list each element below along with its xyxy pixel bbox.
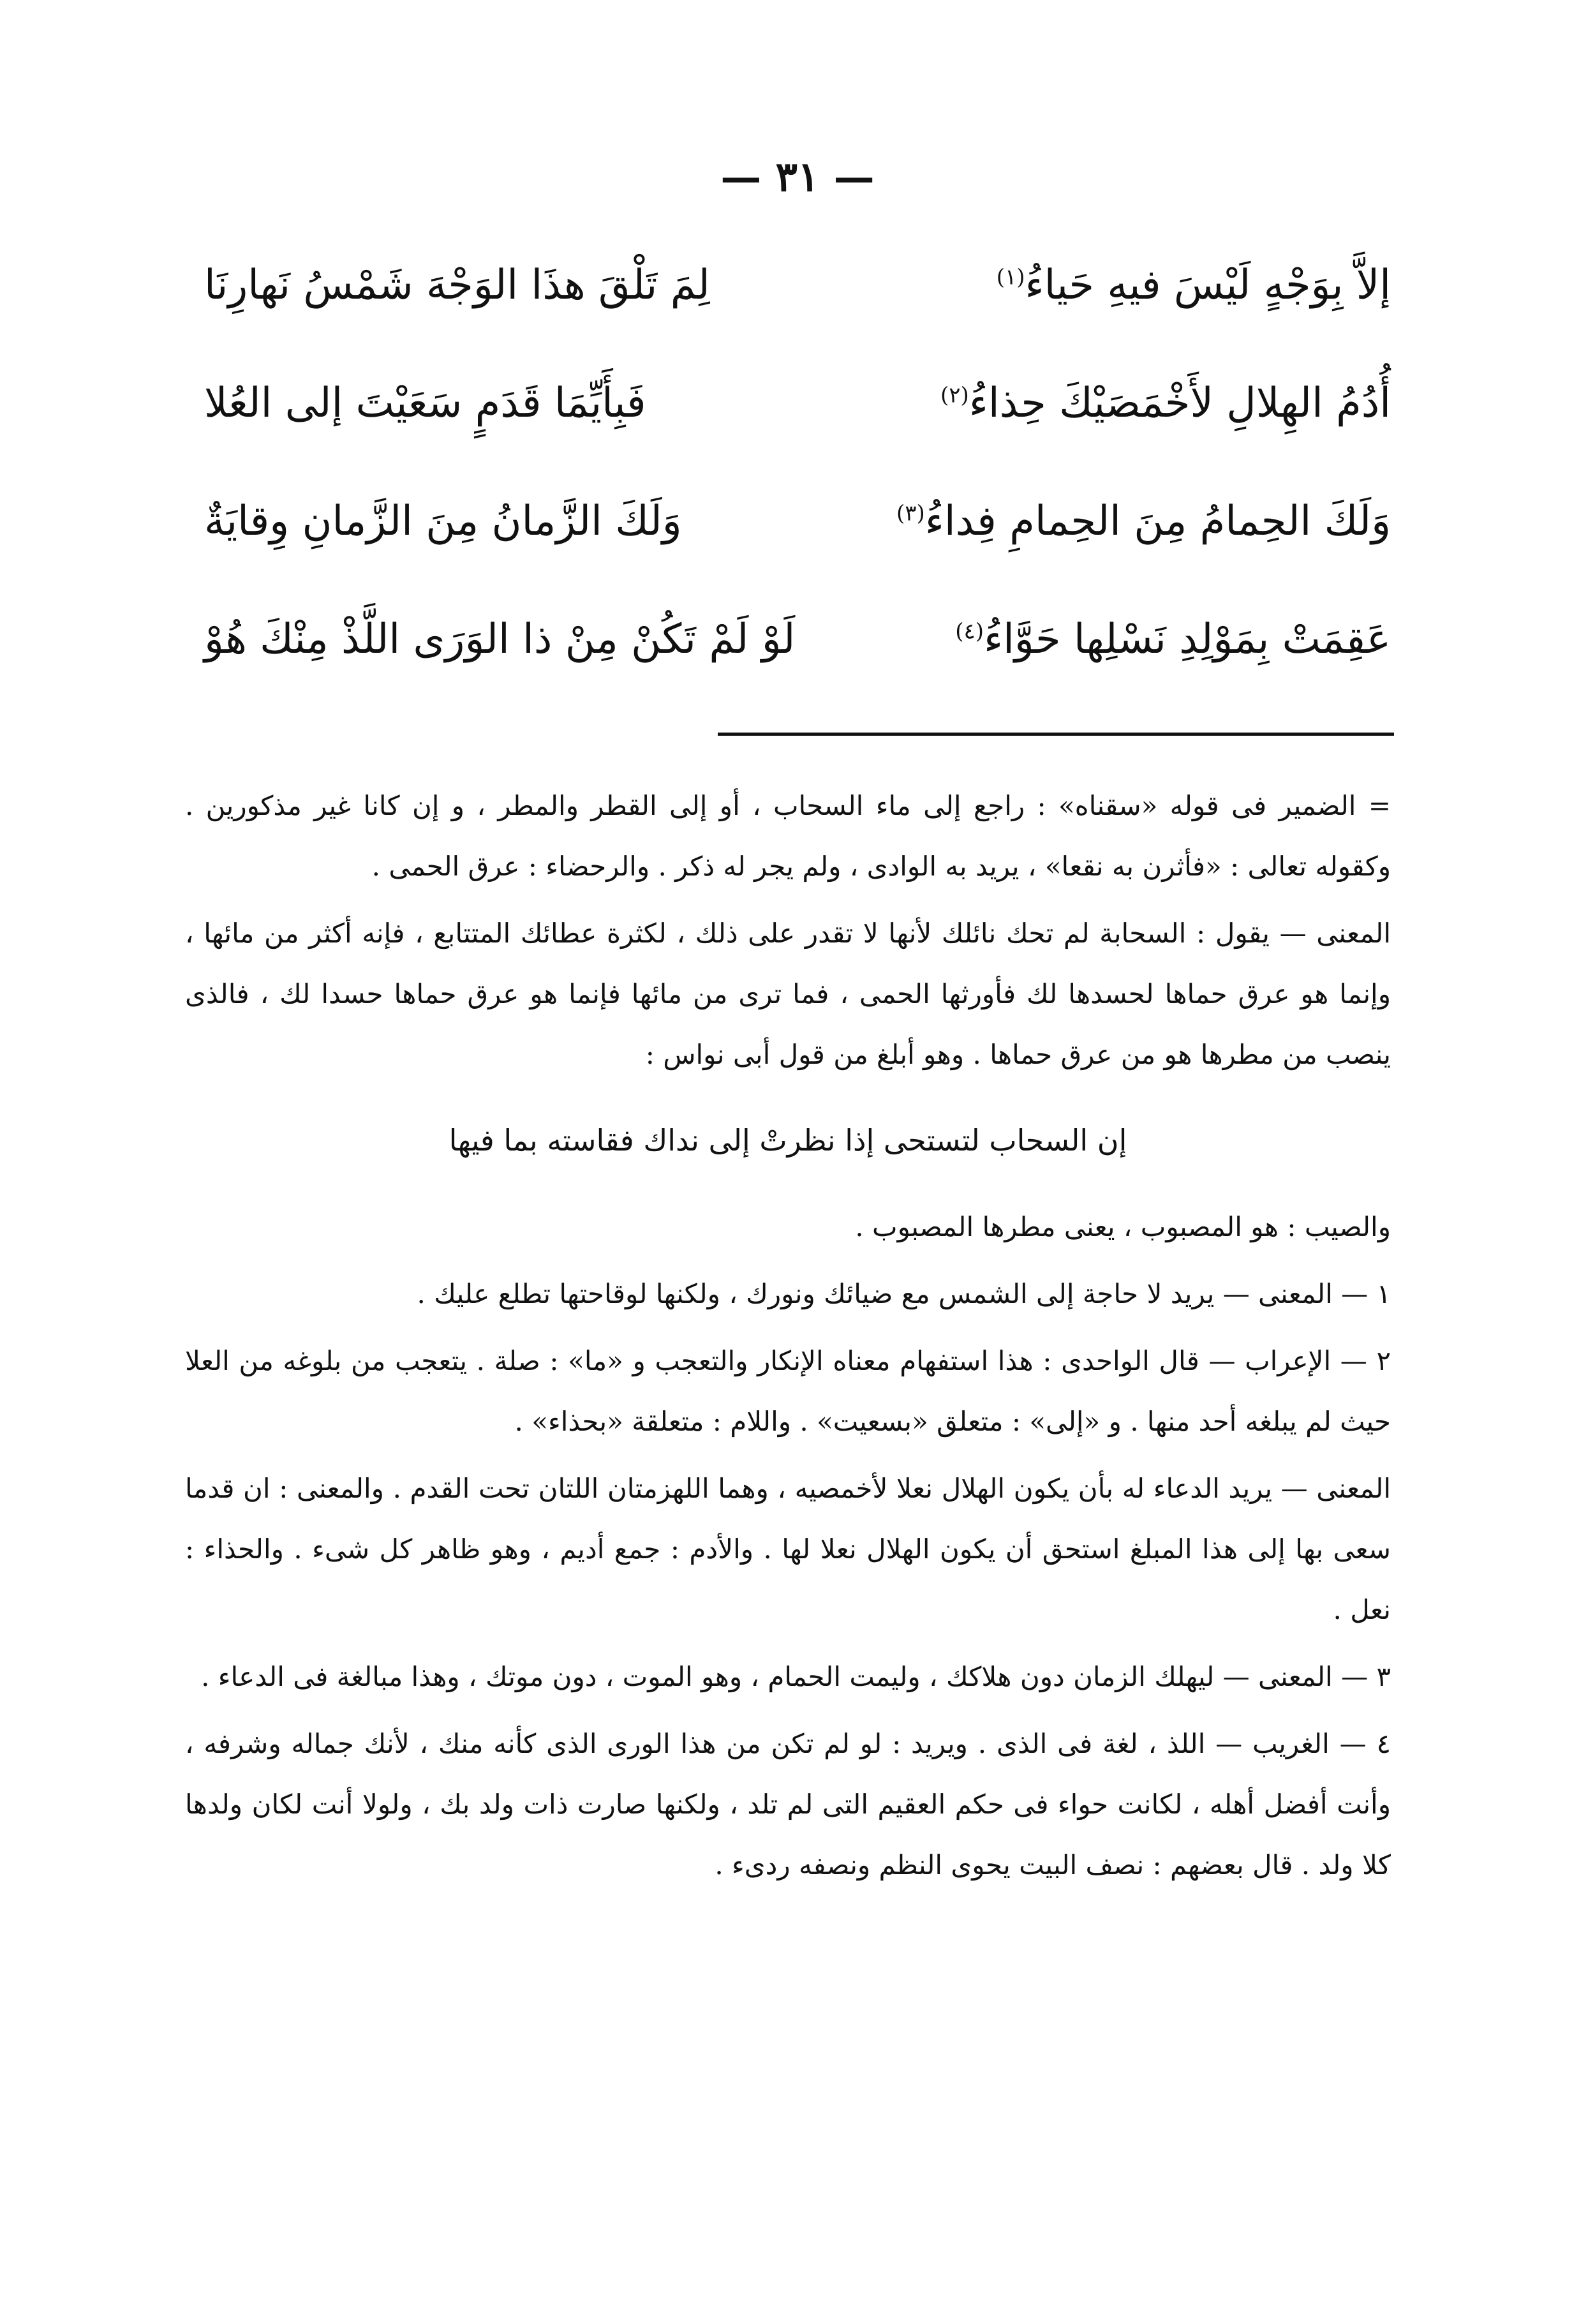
verse-first-hemistich: وَلَكَ الحِمامُ مِنَ الحِمامِ فِداءُ$^{(٣)}$ xyxy=(896,498,1391,546)
verse-line xyxy=(204,463,1391,581)
commentary-paragraph: المعنى — يريد الدعاء له بأن يكون الهلال نعلا لأخمصيه ، وهما اللهزمتان اللتان تحت القدم . والمعنى : ان قدما سعى بها إلى هذا المبلغ استحق أن يكون الهلال نعلا لها . والأدم : جمع أديم ، وهو ظاهر كل شىء . والحذاء : نعل . xyxy=(185,1473,1391,1625)
note-2: ٢ — الإعراب — قال الواحدى : هذا استفهام معناه الإنكار والتعجب و «ما» : صلة . يتعجب من بلوغه من العلا حيث لم يبلغه أحد منها . و «إلى» : متعلق «بسعيت» . واللام : متعلقة «بحذاء» . xyxy=(185,1345,1391,1437)
footnote-marker: (٤) xyxy=(955,618,984,644)
separator-rule xyxy=(718,733,1394,736)
footnote-marker: (١) xyxy=(996,264,1025,290)
quoted-verse: إن السحاب لتستحى إذا نظرتْ إلى نداك فقاسته بما فيها xyxy=(449,1123,1127,1158)
note-3: ٣ — المعنى — ليهلك الزمان دون هلاكك ، وليمت الحمام ، وهو الموت ، دون موتك ، وهذا مبالغة فى الدعاء . xyxy=(201,1661,1391,1692)
footnote-marker: (٢) xyxy=(940,382,969,408)
verse-first-hemistich: أُدُمُ الهِلالِ لأَخْمَصَيْكَ حِذاءُ$^{(٢)}$ xyxy=(940,380,1391,428)
commentary-paragraph: = الضمير فى قوله «سقناه» : راجع إلى ماء السحاب ، أو إلى القطر والمطر ، و إن كانا غير مذكورين . وكقوله تعالى : «فأثرن به نقعا» ، يريد به الوادى ، ولم يجر له ذكر . والرحضاء : عرق الحمى . xyxy=(185,790,1391,882)
note-1: ١ — المعنى — يريد لا حاجة إلى الشمس مع ضيائك ونورك ، ولكنها لوقاحتها تطلع عليك . xyxy=(417,1278,1391,1309)
verse-second-hemistich: لِمَ تَلْقَ هذَا الوَجْهَ شَمْسُ نَهارِنَا xyxy=(204,262,710,309)
verse-line xyxy=(204,345,1391,463)
footnote-marker: (٣) xyxy=(896,500,925,526)
poem-verses xyxy=(204,227,1391,699)
commentary-paragraph: المعنى — يقول : السحابة لم تحك نائلك لأنها لا تقدر على ذلك ، لكثرة عطائك المتتابع ، فإنه أكثر من مائها ، وإنما هو عرق حماها لحسدها لك فأورثها الحمى ، فما ترى من مائها فإنما هو عرق حماها حسدا لك ، فالذى ينصب من مطرها هو من عرق حماها . وهو أبلغ من قول أبى نواس : xyxy=(185,918,1391,1070)
verse-first-hemistich: إلاَّ بِوَجْهٍ لَيْسَ فيهِ حَياءُ$^{(١)}$ xyxy=(996,262,1391,309)
note-4: ٤ — الغريب — اللذ ، لغة فى الذى . ويريد : لو لم تكن من هذا الورى الذى كأنه منك ، لأنك جماله وشرفه ، وأنت أفضل أهله ، لكانت حواء فى حكم العقيم التى لم تلد ، ولكنها صارت ذات ولد بك ، ولولا أنت لكان ولدها كلا ولد . قال بعضهم : نصف البيت يحوى النظم ونصفه ردىء . xyxy=(185,1728,1391,1881)
verse-second-hemistich: لَوْ لَمْ تَكُنْ مِنْ ذا الوَرَى اللَّذْ مِنْكَ هُوْ xyxy=(204,616,796,664)
verse-line xyxy=(204,227,1391,345)
verse-first-hemistich: عَقِمَتْ بِمَوْلِدِ نَسْلِها حَوَّاءُ$^{(٤)}$ xyxy=(955,616,1391,664)
verse-line xyxy=(204,581,1391,699)
verse-second-hemistich: فَبِأَيِّمَا قَدَمٍ سَعَيْتَ إلى العُلا xyxy=(204,380,646,428)
page-number: — ٣١ — xyxy=(720,153,875,201)
commentary-section xyxy=(185,775,1391,1902)
verse-second-hemistich: وَلَكَ الزَّمانُ مِنَ الزَّمانِ وِقايَةٌ xyxy=(204,498,682,546)
commentary-paragraph: والصيب : هو المصبوب ، يعنى مطرها المصبوب . xyxy=(855,1211,1391,1242)
